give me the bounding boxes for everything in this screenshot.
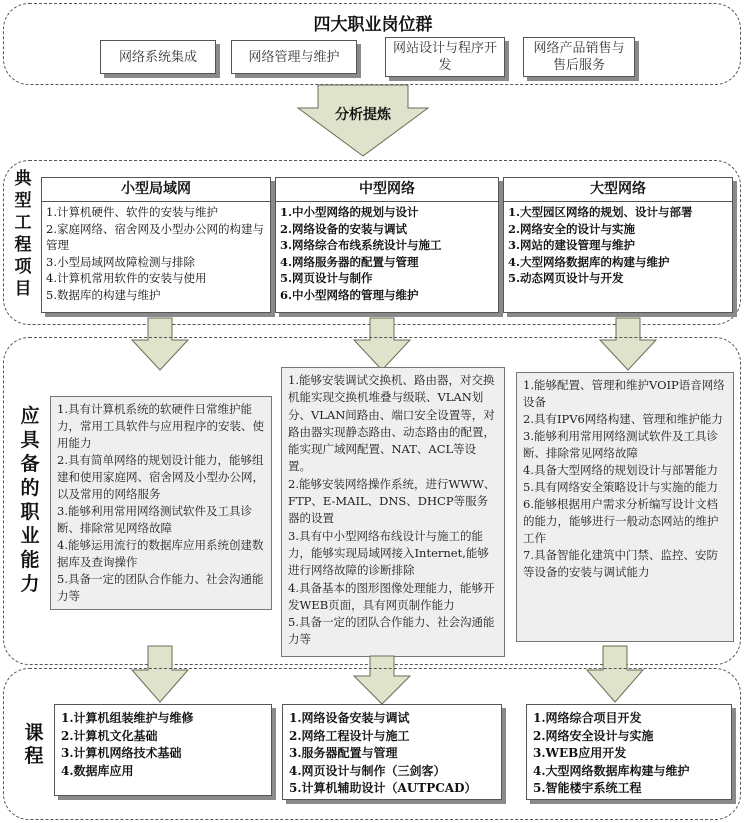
list-item: 2.网络设备的安装与调试	[280, 221, 408, 236]
list-item: 4.具备基本的图形图像处理能力，能够开发WEB页面，具有网页制作能力	[288, 580, 495, 612]
category-network-integration: 网络系统集成	[100, 40, 216, 74]
courses-label: 课程	[24, 722, 44, 767]
list-item: 2.网络安全设计与实施	[533, 728, 654, 743]
list-item: 4.大型网络数据库的构建与维护	[508, 254, 670, 269]
list-item: 1.网络综合项目开发	[533, 711, 642, 725]
courses-small-lan	[54, 704, 272, 796]
list-item: 4.具备大型网络的规划设计与部署能力	[523, 463, 718, 477]
list-item: 4.能够运用流行的数据库应用系统创建数据库及查询操作	[57, 538, 264, 569]
list-item: 3.服务器配置与管理	[289, 746, 398, 760]
list-item: 1.大型园区网络的规划、设计与部署	[508, 205, 693, 219]
list-item: 4.网络服务器的配置与管理	[280, 254, 419, 269]
list-item: 5.具备一定的团队合作能力、社会沟通能力等	[288, 615, 495, 647]
abilities-label: 应具备的职业能力	[20, 405, 40, 595]
list-item: 3.能够利用常用网络测试软件及工具诊断、排除常见网络故障	[523, 429, 718, 460]
list-item: 2.能够安装网络操作系统，进行WWW、FTP、E-MAIL、DNS、DHCP等服务器的设置	[288, 476, 496, 526]
list-item: 5.具有网络安全策略设计与实施的能力	[523, 480, 718, 494]
list-item: 3.计算机网络技术基础	[61, 746, 182, 760]
category-product-sales: 网络产品销售与售后服务	[523, 37, 635, 77]
category-web-development: 网站设计与程序开发	[385, 37, 505, 77]
list-item: 5.智能楼宇系统工程	[533, 781, 642, 795]
list-item: 3.能够利用常用网络测试软件及工具诊断、排除常见网络故障	[57, 504, 252, 535]
project-medium-network-title: 中型网络	[276, 178, 498, 202]
list-item: 3.网络综合布线系统设计与施工	[280, 238, 442, 252]
list-item: 6.中小型网络的管理与维护	[280, 287, 419, 302]
list-item: 1.能够安装调试交换机、路由器，对交换机能实现交换机堆叠与级联、VLAN划分、VLAN间路由、端口安全设置等，对路由器实现静态路由、动态路由的配置，能实现广域网配置、NAT、ACL等设置。	[288, 373, 495, 474]
courses-large-network	[526, 704, 732, 800]
courses-medium-network	[282, 704, 502, 800]
list-item: 3.网站的建设管理与维护	[508, 238, 636, 252]
list-item: 4.计算机常用软件的安装与使用	[46, 271, 207, 285]
projects-label: 典型工程项目	[14, 169, 32, 299]
list-item: 2.家庭网络、宿舍网及小型办公网的构建与管理	[46, 221, 264, 252]
list-item: 3.小型局域网故障检测与排除	[46, 254, 195, 269]
project-small-lan-title: 小型局域网	[42, 178, 270, 202]
list-item: 2.网络安全的设计与实施	[508, 221, 636, 236]
list-item: 5.动态网页设计与开发	[508, 271, 624, 285]
list-item: 4.数据库应用	[61, 763, 134, 778]
list-item: 2.网络工程设计与施工	[289, 728, 410, 743]
list-item: 2.具有IPV6网络构建、管理和维护能力	[523, 412, 723, 426]
job-groups-title: 四大职业岗位群	[313, 15, 433, 35]
list-item: 3.WEB应用开发	[533, 746, 627, 760]
list-item: 4.大型网络数据库构建与维护	[533, 763, 690, 778]
list-item: 1.计算机组装维护与维修	[61, 711, 194, 725]
list-item: 2.计算机文化基础	[61, 728, 158, 743]
list-item: 5.具备一定的团队合作能力、社会沟通能力等	[57, 572, 264, 603]
list-item: 6.能够根据用户需求分析编写设计文档的能力，能够进行一般动态网站的维护工作	[523, 497, 719, 545]
project-large-network-title: 大型网络	[504, 178, 732, 202]
list-item: 5.数据库的构建与维护	[46, 287, 161, 302]
list-item: 4.网页设计与制作（三剑客）	[289, 763, 446, 778]
list-item: 5.计算机辅助设计（AUTPCAD）	[289, 781, 477, 795]
list-item: 3.具有中小型网络布线设计与施工的能力，能够实现局域网接入Internet,能够进行网络故障的诊断排除	[288, 528, 489, 578]
list-item: 1.中小型网络的规划与设计	[280, 205, 419, 219]
list-item: 1.网络设备安装与调试	[289, 711, 410, 725]
list-item: 1.具有计算机系统的软硬件日常维护能力，常用工具软件与应用程序的安装、使用能力	[57, 402, 264, 450]
category-network-maintenance: 网络管理与维护	[231, 40, 357, 74]
list-item: 1.能够配置、管理和维护VOIP语音网络设备	[523, 378, 725, 409]
list-item: 1.计算机硬件、软件的安装与维护	[46, 205, 218, 219]
list-item: 7.具备智能化建筑中门禁、监控、安防等设备的安装与调试能力	[523, 548, 718, 579]
list-item: 2.具有简单网络的规划设计能力，能够组建和使用家庭网、宿舍网及小型办公网，以及常用的网络服务	[57, 453, 264, 501]
analysis-label: 分析提炼	[335, 107, 391, 123]
list-item: 5.网页设计与制作	[280, 271, 373, 285]
